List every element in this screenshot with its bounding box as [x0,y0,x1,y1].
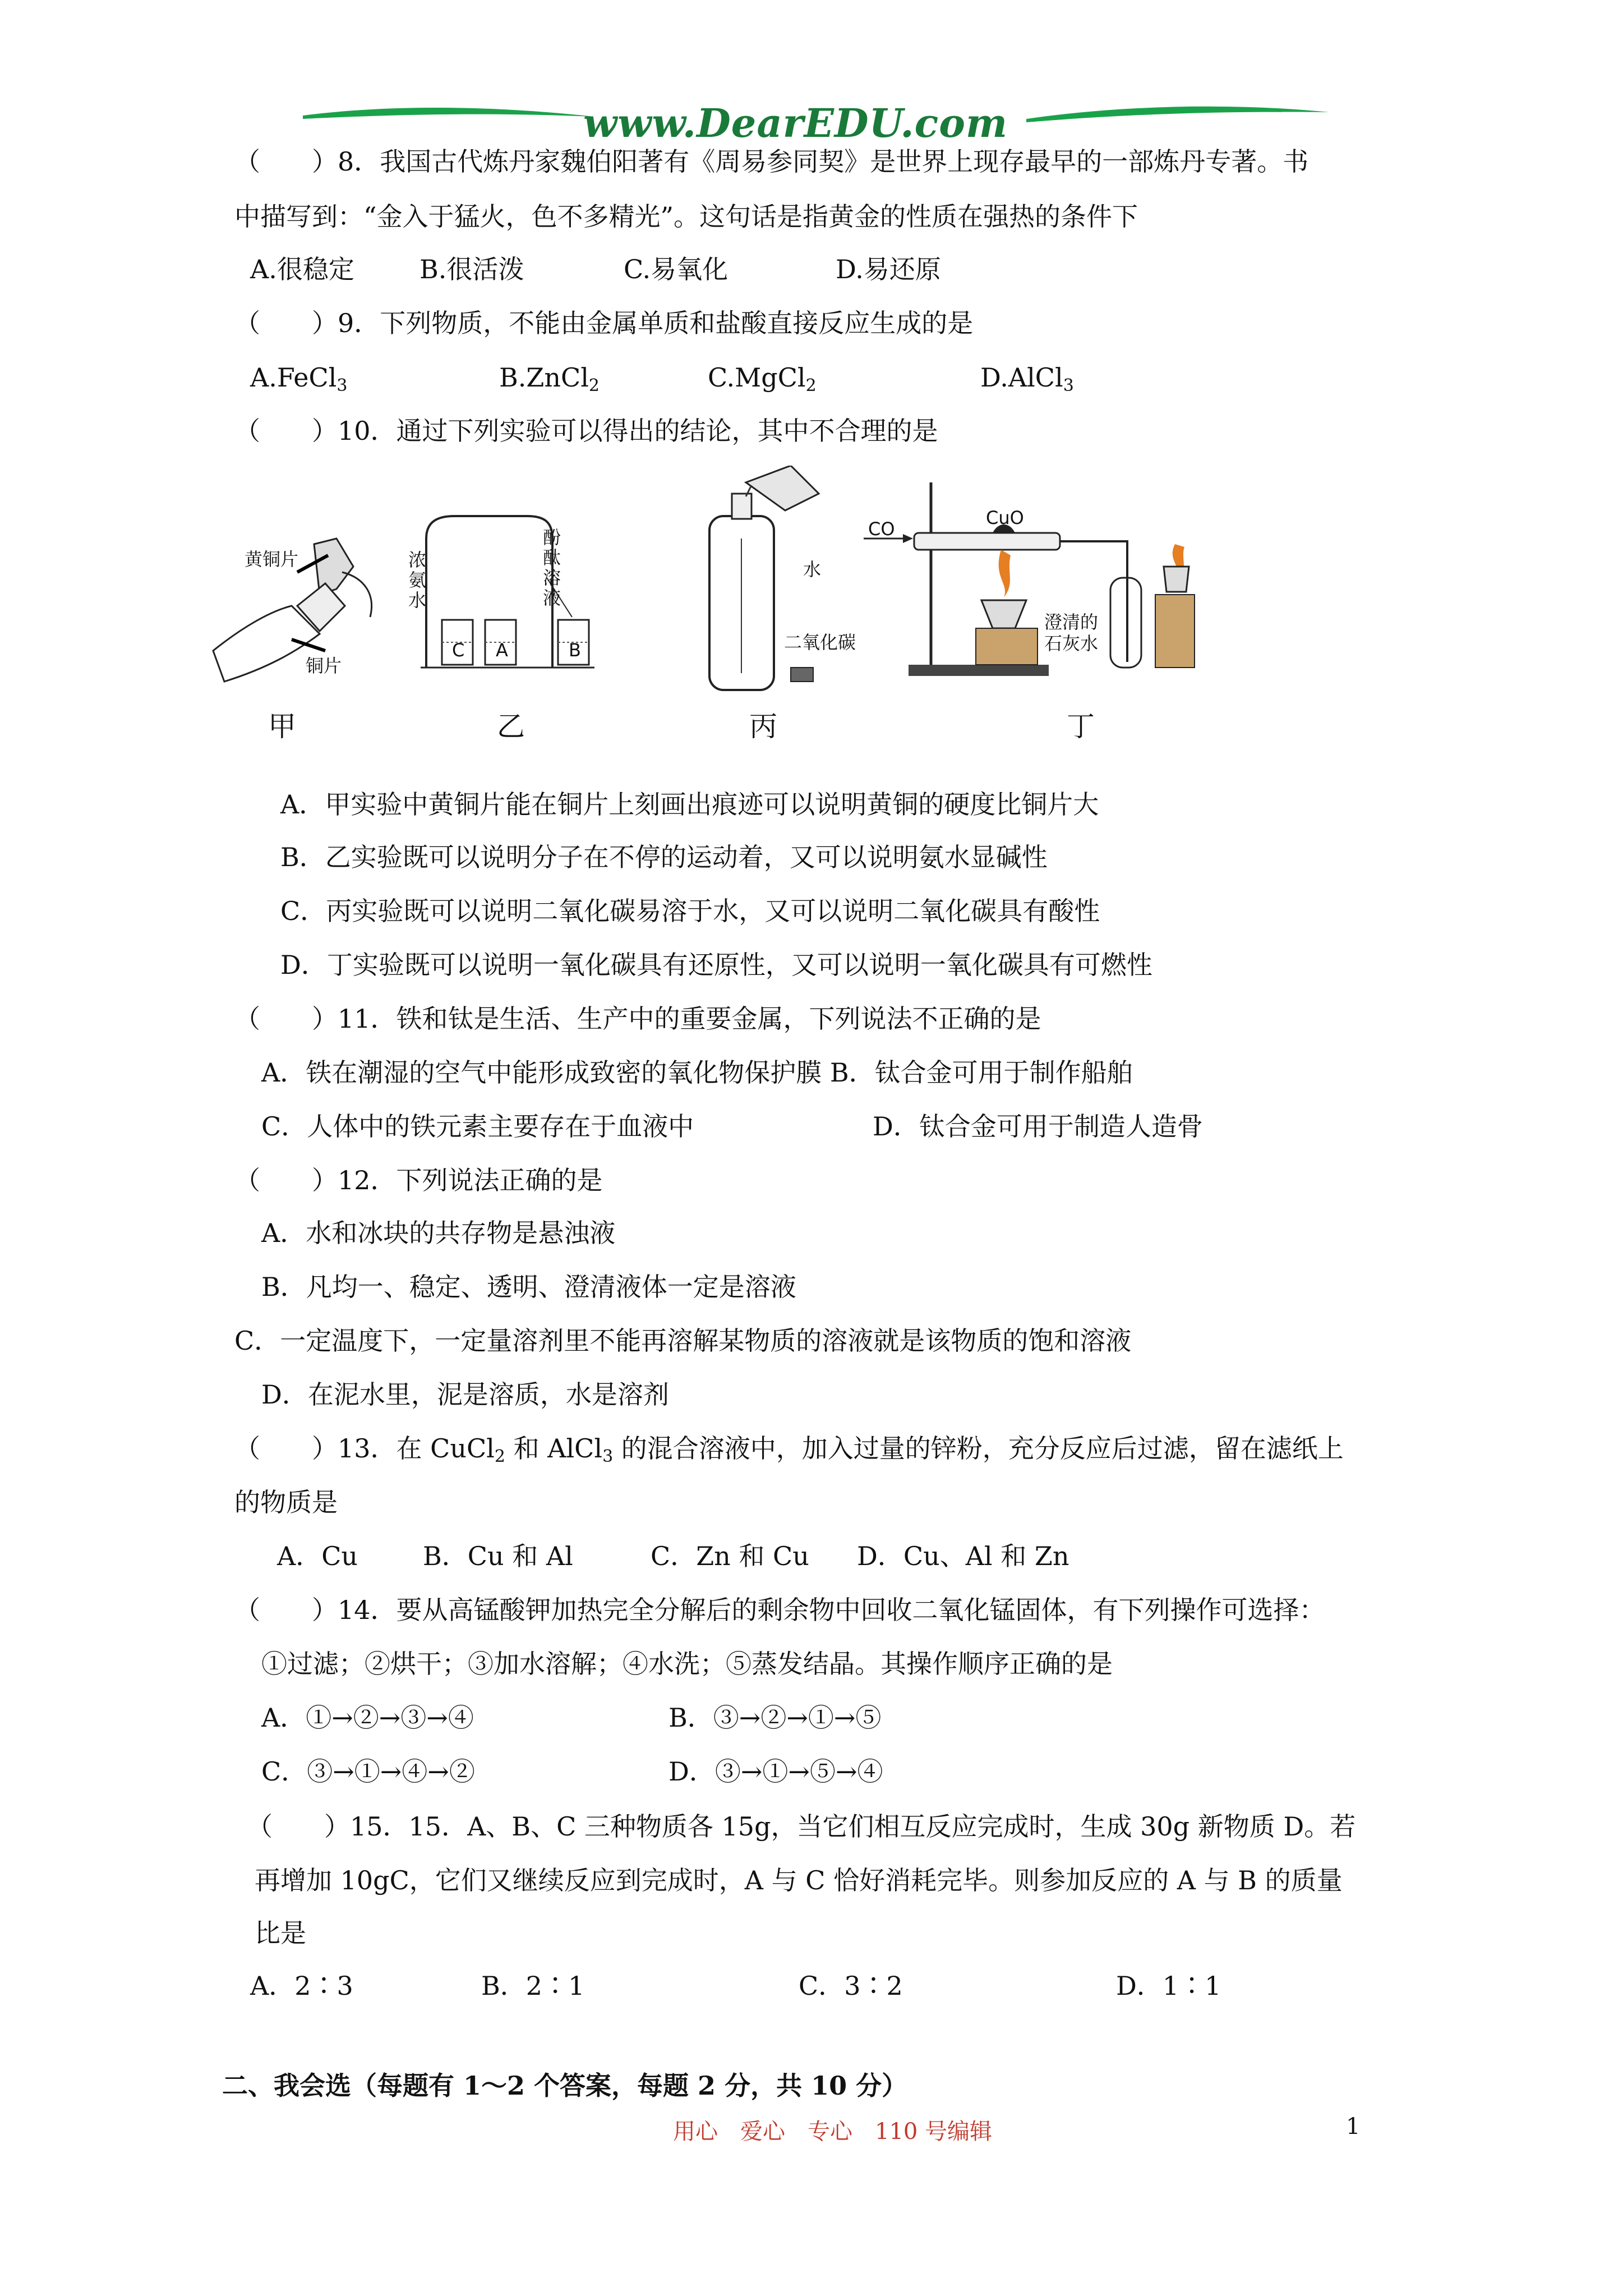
q9-option-d: D.AlCl$_3$ [980,362,1074,395]
q14-option-a: A．①→②→③→④ [261,1703,474,1733]
q9-line: （ ）9．下列物质，不能由金属单质和盐酸直接反应生成的是 [234,308,974,338]
q15-line3: 比是 [255,1918,306,1948]
q9-option-b: B.ZnCl$_2$ [499,362,600,395]
footer-text: 用心 爱心 专心 110 号编辑 [673,2119,993,2145]
fig-label-yi: 乙 [497,710,525,743]
q12-option-a: A．水和冰块的共存物是悬浊液 [261,1218,616,1248]
q15-line1: （ ）15．15．A、B、C 三种物质各 15g，当它们相互反应完成时，生成 30g 新物质 D。若 [247,1811,1356,1842]
q14-option-d: D．③→①→⑤→④ [668,1756,883,1787]
q8-option-d: D.易还原 [836,254,941,284]
q11-option-c: C．人体中的铁元素主要存在于血液中 [261,1111,694,1142]
page-number: 1 [1346,2114,1361,2139]
q14-stem: 14．要从高锰酸钾加热完全分解后的剩余物中回收二氧化锰固体，有下列操作可选择： [338,1595,1325,1625]
q8-option-a: A.很稳定 [250,254,354,284]
q14-option-b: B．③→②→①→⑤ [668,1703,882,1733]
q11-stem: 11．铁和钛是生活、生产中的重要金属，下列说法不正确的是 [338,1004,1041,1034]
label-copper: 铜片 [306,655,342,677]
q13-line1: （ ）13．在 CuCl$_2$ 和 AlCl$_3$ 的混合溶液中，加入过量的锌粉，充分反应后过滤，留在滤纸上 [234,1433,1344,1466]
section-2-title: 二、我会选（每题有 1～2 个答案，每题 2 分，共 10 分） [222,2070,908,2101]
label-limewater: 澄清的石灰水 [1044,611,1099,654]
label-beaker-a: A [496,639,508,661]
label-ammonia: 浓氨水 [408,549,427,611]
q8-line2: 中描写到：“金入于猛火，色不多精光”。这句话是指黄金的性质在强热的条件下 [234,201,1138,232]
q12-option-d: D．在泥水里，泥是溶质，水是溶剂 [261,1379,669,1410]
label-beaker-c: C [452,639,465,661]
q8-paren: （ ） [234,146,338,177]
figure-bing [690,466,841,701]
q11-line: （ ）11．铁和钛是生活、生产中的重要金属，下列说法不正确的是 [234,1004,1041,1034]
header-swoosh-right [1026,100,1329,134]
label-water: 水 [803,559,822,580]
q15-stem: 15．15．A、B、C 三种物质各 15g，当它们相互反应完成时，生成 30g 新物质 D。若 [350,1811,1356,1842]
site-logo-text: www.DearEDU.com [583,100,1008,146]
q8-stem: 8．我国古代炼丹家魏伯阳著有《周易参同契》是世界上现存最早的一部炼丹专著。书 [338,146,1309,177]
q15-option-c: C．3∶2 [799,1971,903,2001]
q12-option-c: C．一定温度下，一定量溶剂里不能再溶解某物质的溶液就是该物质的饱和溶液 [234,1326,1132,1356]
q8-line1 [234,145,1308,178]
q9-stem: 9．下列物质，不能由金属单质和盐酸直接反应生成的是 [338,308,974,338]
q14-line1: （ ）14．要从高锰酸钾加热完全分解后的剩余物中回收二氧化锰固体，有下列操作可选择： [234,1595,1325,1625]
fig-label-jia: 甲 [268,710,296,743]
header-swoosh-left [303,100,594,134]
label-phenolphthalein: 酚酞溶液 [543,527,561,609]
q10-option-b: B．乙实验既可以说明分子在不停的运动着，又可以说明氨水显碱性 [280,842,1048,872]
q12-stem: 12．下列说法正确的是 [338,1165,603,1195]
q10-stem: 10．通过下列实验可以得出的结论，其中不合理的是 [338,416,938,446]
q10-option-a: A．甲实验中黄铜片能在铜片上刻画出痕迹可以说明黄铜的硬度比铜片大 [280,789,1099,820]
q13-option-d: D．Cu、Al 和 Zn [857,1541,1069,1571]
fig-label-ding: 丁 [1067,710,1095,743]
q10-line: （ ）10．通过下列实验可以得出的结论，其中不合理的是 [234,416,938,446]
figure-jia [208,522,393,690]
label-beaker-b: B [569,639,581,661]
q15-option-d: D．1∶1 [1116,1971,1221,2001]
label-co2: 二氧化碳 [784,632,856,653]
q15-option-a: A．2∶3 [250,1971,353,2001]
q13-option-a: A．Cu [277,1541,358,1571]
q13-option-c: C．Zn 和 Cu [651,1541,809,1571]
q14-line2: ①过滤；②烘干；③加水溶解；④水洗；⑤蒸发结晶。其操作顺序正确的是 [261,1649,1113,1679]
label-brass: 黄铜片 [245,549,299,570]
label-cuo: CuO [986,507,1024,528]
q13-option-b: B．Cu 和 Al [423,1541,573,1571]
q14-option-c: C．③→①→④→② [261,1756,475,1787]
q12-line: （ ）12．下列说法正确的是 [234,1165,603,1195]
q13-line2: 的物质是 [234,1487,338,1517]
q11-option-d: D．钛合金可用于制造人造骨 [873,1111,1203,1142]
q15-line2: 再增加 10gC，它们又继续反应到完成时，A 与 C 恰好消耗完毕。则参加反应的 A 与 B 的质量 [255,1865,1343,1895]
q10-option-c: C．丙实验既可以说明二氧化碳易溶于水，又可以说明二氧化碳具有酸性 [280,896,1100,926]
q9-option-a: A.FeCl$_3$ [250,362,348,395]
q8-option-b: B.很活泼 [419,254,524,284]
q8-option-c: C.易氧化 [624,254,728,284]
q12-option-b: B．凡均一、稳定、透明、澄清液体一定是溶液 [261,1272,796,1302]
q11-option-ab: A．铁在潮湿的空气中能形成致密的氧化物保护膜 B．钛合金可用于制作船舶 [261,1057,1133,1088]
label-co: CO [868,518,895,540]
q9-option-c: C.MgCl$_2$ [708,362,817,395]
q15-option-b: B．2∶1 [481,1971,585,2001]
figure-ding [864,477,1211,690]
fig-label-bing: 丙 [749,710,777,743]
q10-option-d: D．丁实验既可以说明一氧化碳具有还原性，又可以说明一氧化碳具有可燃性 [280,950,1152,980]
